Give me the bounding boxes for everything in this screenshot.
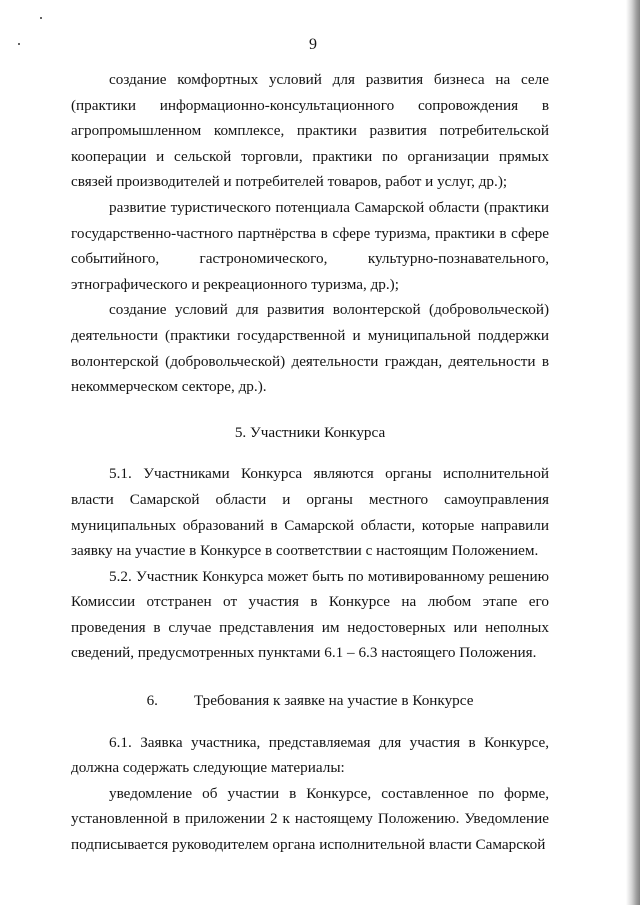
section-number: 6. xyxy=(146,692,158,710)
section-title: Требования к заявке на участие в Конкурсе xyxy=(193,692,474,710)
page-number: 9 xyxy=(309,36,317,53)
paragraph: 5.2. Участник Конкурса может быть по мотивированному решению Комиссии отстранен от участия в Конкурсе на любом этапе его проведения в случае представления им недостоверных или неполных сведений, предусмотренных пунктами 6.1 – 6.3 настоящего Положения. xyxy=(71,567,549,662)
section-heading-6 xyxy=(71,688,549,714)
scan-speck xyxy=(40,17,42,19)
paragraph: создание комфортных условий для развития бизнеса на селе (практики информационно-консультационного сопровождения в агропромышленном комплексе, практики развития потребительской кооперации и сельской торговли, практики по организации прямых связей производителей и потребителей товаров, работ и услуг, др.); xyxy=(71,71,549,191)
paragraph: создание условий для развития волонтерской (добровольческой) деятельности (практики государственной и муниципальной поддержки волонтерской (добровольческой) деятельности граждан, деятельности в некоммерческом секторе, др.). xyxy=(71,301,549,396)
paragraph: 6.1. Заявка участника, представляемая для участия в Конкурсе, должна содержать следующие материалы: xyxy=(71,733,549,777)
scan-edge-shadow xyxy=(626,0,640,905)
paragraph: 5.1. Участниками Конкурса являются органы исполнительной власти Самарской области и органы местного самоуправления муниципальных образований в Самарской области, которые направили заявку на участие в Конкурсе в соответствии с настоящим Положением. xyxy=(71,465,549,560)
paragraph: развитие туристического потенциала Самарской области (практики государственно-частного партнёрства в сфере туризма, практики в сфере событийного, гастрономического, культурно-познавательного, этнографического и рекреационного туризма, др.); xyxy=(71,198,549,293)
document-body xyxy=(71,67,549,858)
paragraph: уведомление об участии в Конкурсе, составленное по форме, установленной в приложении 2 к настоящему Положению. Уведомление подписывается руководителем органа исполнительной власти Самарской xyxy=(71,784,549,854)
section-heading-5: 5. Участники Конкурса xyxy=(234,423,386,441)
